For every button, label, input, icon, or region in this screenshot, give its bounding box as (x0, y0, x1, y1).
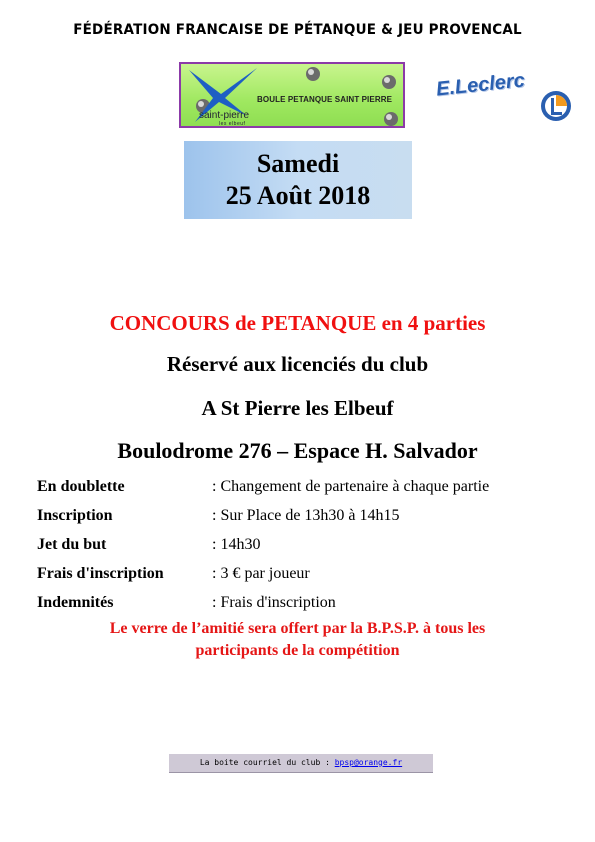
detail-value: : 3 € par joueur (212, 565, 310, 582)
event-date: 25 Août 2018 (225, 181, 371, 210)
detail-value: : 14h30 (212, 536, 261, 553)
detail-label: Inscription (37, 507, 113, 524)
club-name: BOULE PETANQUE SAINT PIERRE (257, 95, 393, 104)
federation-title: FÉDÉRATION FRANCAISE DE PÉTANQUE & JEU PROVENCAL (73, 21, 522, 39)
note-line-1: Le verre de l’amitié sera offert par la B.P.S.P. à tous les (109, 620, 486, 637)
club-town-name: saint-pierre (199, 110, 250, 121)
note-line-2: participants de la compétition (195, 642, 400, 659)
footer-contact (169, 754, 433, 773)
footer-text: La boite courriel du club : (199, 758, 335, 767)
sponsor-logo (430, 66, 580, 130)
detail-label: Indemnités (37, 594, 114, 611)
email-link[interactable]: bpsp@orange.fr (334, 758, 403, 767)
detail-label: Jet du but (37, 536, 107, 553)
club-logo (179, 62, 405, 128)
event-title: CONCOURS de PETANQUE en 4 parties (109, 311, 486, 335)
club-town-sub: les elbeuf (219, 121, 246, 127)
friendship-note (0, 618, 595, 662)
boule-highlight (384, 77, 390, 83)
leclerc-emblem-icon (430, 66, 580, 130)
event-reserved: Réservé aux licenciés du club (166, 352, 429, 376)
event-location: A St Pierre les Elbeuf (201, 396, 394, 420)
boule-highlight (386, 114, 392, 120)
detail-value: : Sur Place de 13h30 à 14h15 (212, 507, 400, 524)
club-town (199, 111, 249, 128)
detail-value: : Changement de partenaire à chaque partie (212, 478, 490, 495)
detail-label: En doublette (37, 478, 125, 495)
detail-label: Frais d'inscription (37, 565, 164, 582)
sponsor-name: E.Leclerc (435, 69, 526, 101)
date-box (184, 141, 412, 219)
boule-highlight (308, 69, 314, 75)
event-day: Samedi (256, 149, 340, 178)
boule-highlight (198, 101, 204, 107)
detail-value: : Frais d'inscription (212, 594, 336, 611)
event-venue: Boulodrome 276 – Espace H. Salvador (117, 438, 478, 463)
